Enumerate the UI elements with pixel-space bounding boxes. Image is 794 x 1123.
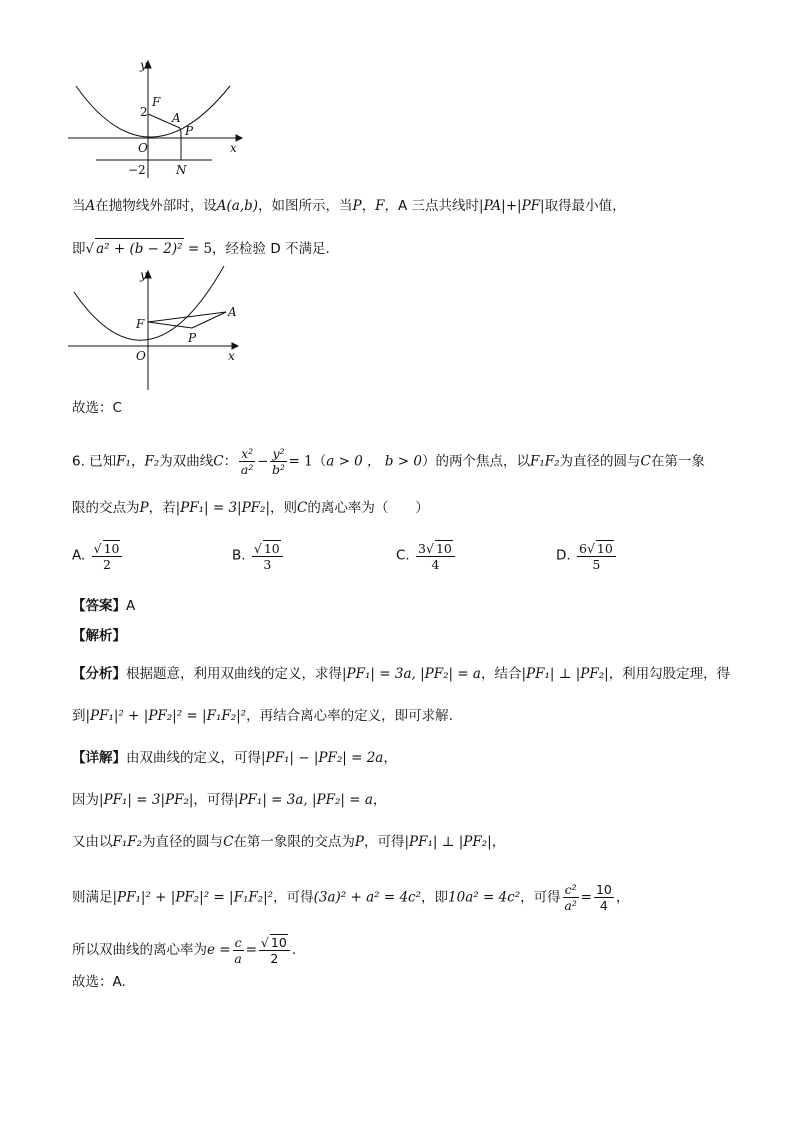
text: 在第一象 — [650, 453, 705, 470]
fig2-y: y — [140, 268, 147, 282]
text: （ — [312, 453, 327, 470]
text: ，可得 — [364, 834, 405, 850]
math: (3a)² + a² = 4c² — [313, 889, 422, 906]
text: 根据题意，利用双曲线的定义，求得 — [126, 666, 342, 682]
math: |PF₁| = 3a, |PF₂| = a — [233, 792, 373, 808]
text: 取得最小值， — [544, 198, 626, 214]
text: 为双曲线 — [159, 453, 214, 470]
text: ， — [130, 453, 145, 470]
text: = — [245, 942, 257, 958]
fenxi-line-1 — [72, 664, 730, 684]
answer-tag: 【答案】 — [72, 598, 126, 614]
text: 当 — [72, 198, 86, 214]
fig1-F: F — [152, 95, 161, 109]
math: |PF₁| = 3|PF₂| — [175, 500, 270, 516]
option-label: C. — [396, 547, 410, 564]
analysis-tag: 【解析】 — [72, 628, 126, 644]
x-arrow — [236, 135, 242, 141]
line-1 — [72, 196, 626, 216]
math: |PF₁| = 3a, |PF₂| = a — [342, 666, 481, 682]
option-a[interactable] — [72, 540, 124, 572]
math: |PF₁| − |PF₂| = 2a — [261, 750, 384, 766]
segment-fp — [148, 322, 192, 328]
option-fraction: $\frac{3√ 10}{4}$ — [416, 540, 455, 572]
text: ， — [383, 750, 397, 766]
fraction: $\frac{√ 10}{2}$ — [259, 934, 290, 966]
math: |PF₁|² + |PF₂|² = |F₁F₂|² — [112, 889, 274, 906]
fraction: $\frac{c}{a}$ — [234, 934, 242, 966]
text: ，可得 — [520, 889, 561, 906]
text: ，经检验 D 不满足. — [212, 241, 330, 257]
fraction: $\frac{10}{4}$ — [595, 882, 612, 913]
math: 10a² = 4c² — [448, 889, 521, 906]
var: A — [85, 198, 96, 214]
var: P — [139, 500, 149, 516]
var: F₂ — [144, 453, 160, 470]
text: ， — [615, 889, 630, 906]
text: 即 — [72, 241, 86, 257]
math: |PA|+|PF| — [479, 198, 545, 214]
option-label: B. — [232, 547, 246, 564]
text: 限的交点为 — [72, 500, 140, 516]
text: . — [291, 942, 297, 958]
xiangjie-line-1 — [72, 748, 397, 768]
option-c[interactable] — [396, 540, 457, 572]
math: |PF₁| ⊥ |PF₂| — [404, 834, 492, 850]
text: 6. 已知 — [72, 453, 117, 470]
answer-value: A — [126, 598, 136, 614]
text: ， — [372, 792, 387, 808]
fig2-P: P — [188, 331, 197, 345]
fig1-y: y — [140, 58, 147, 72]
parabola — [76, 86, 230, 137]
fenxi-line-2 — [72, 706, 453, 726]
segment-pa — [180, 128, 181, 132]
var: C — [223, 834, 234, 850]
fraction: $\frac{\text{y²}}{\text{b²}}$ — [271, 446, 285, 477]
xiangjie-line-6: 故选：A. — [72, 974, 126, 990]
option-fraction: $\frac{√ 10}{2}$ — [92, 540, 123, 572]
fraction: $\frac{\text{x²}}{\text{a²}}$ — [240, 446, 254, 477]
text: 在第一象限的交点为 — [233, 834, 355, 850]
fig2-x: x — [228, 349, 235, 363]
var: F₁ — [116, 453, 131, 470]
fig1-A: A — [172, 111, 181, 125]
var: C — [640, 453, 651, 470]
option-label: D. — [556, 547, 571, 564]
text: 所以双曲线的离心率为 — [72, 942, 207, 958]
text: ）的两个焦点，以 — [421, 453, 530, 470]
option-b[interactable] — [232, 540, 285, 572]
math: = 5 — [187, 241, 213, 257]
text: 为直径的圆与 — [142, 834, 224, 850]
figure-parabola-2 — [68, 266, 248, 394]
figure-parabola-1 — [68, 58, 248, 182]
text: ，如图所示，当 — [258, 198, 353, 214]
option-label: A. — [72, 547, 86, 564]
fig1-x: x — [230, 141, 237, 155]
xiangjie-line-5 — [72, 934, 296, 966]
text: ，A 三点共线时 — [384, 198, 480, 214]
answer-line — [72, 596, 135, 616]
text: 为直径的圆与 — [559, 453, 641, 470]
fig1-O: O — [138, 141, 148, 155]
option-d[interactable] — [556, 540, 618, 572]
line-3: 故选：C — [72, 400, 122, 416]
text: ，则 — [270, 500, 297, 516]
text: 因为 — [72, 792, 99, 808]
fraction: $\frac{\text{c²}}{\text{a²}}$ — [564, 882, 577, 913]
xiangjie-line-3 — [72, 832, 505, 852]
math: e = — [207, 942, 231, 958]
math: |PF₁| ⊥ |PF₂| — [521, 666, 609, 682]
text: ，即 — [421, 889, 449, 906]
fenxi-tag: 【分析】 — [72, 666, 126, 682]
fig1-2: 2 — [140, 105, 148, 119]
text: ： — [223, 453, 238, 470]
text: 则满足 — [72, 889, 113, 906]
fig1-P: P — [185, 124, 194, 138]
fig1-N: N — [176, 163, 187, 177]
fig2-A: A — [228, 305, 237, 319]
text: 在抛物线外部时，设 — [95, 198, 217, 214]
math: |PF₁|² + |PF₂|² = |F₁F₂|² — [85, 708, 247, 724]
line-2 — [72, 238, 330, 259]
text: ，再结合离心率的定义，即可求解. — [246, 708, 453, 724]
question-6-line-2 — [72, 498, 429, 518]
text: 的离心率为（ ） — [307, 500, 429, 516]
text: ，结合 — [480, 666, 522, 682]
text: ，若 — [148, 500, 176, 516]
fig2-O: O — [136, 349, 146, 363]
var: P — [354, 834, 364, 850]
text: = — [580, 889, 592, 906]
var: C — [213, 453, 224, 470]
math: a > 0 ， b > 0 — [326, 453, 422, 470]
option-fraction: $\frac{√ 10}{3}$ — [252, 540, 283, 572]
text: ， — [491, 834, 506, 850]
text: ， — [361, 198, 376, 214]
text: = 1 — [288, 453, 313, 470]
sqrt-sign: √ — [85, 241, 95, 257]
math: |PF₁| = 3|PF₂| — [99, 792, 194, 808]
xiangjie-line-2 — [72, 790, 386, 810]
text: − — [257, 453, 269, 470]
var: C — [297, 500, 308, 516]
math: a² + (b − 2)² — [95, 238, 183, 259]
option-fraction: $\frac{6√ 10}{5}$ — [577, 540, 616, 572]
xiangjie-tag: 【详解】 — [72, 750, 126, 766]
fig2-F: F — [136, 317, 145, 331]
text: ，利用勾股定理，得 — [608, 666, 731, 682]
var: F — [375, 198, 385, 214]
math: A(a,b) — [216, 198, 259, 214]
text: ，可得 — [193, 792, 234, 808]
text: ，可得 — [273, 889, 314, 906]
fig1-neg2: −2 — [128, 163, 146, 177]
text: 到 — [72, 708, 86, 724]
text: 又由以 — [72, 834, 113, 850]
question-6-line-1 — [72, 446, 705, 477]
var: F₁F₂ — [112, 834, 143, 850]
xiangjie-line-4 — [72, 882, 629, 913]
var: F₁F₂ — [529, 453, 560, 470]
text: 由双曲线的定义，可得 — [126, 750, 261, 766]
var: P — [352, 198, 362, 214]
